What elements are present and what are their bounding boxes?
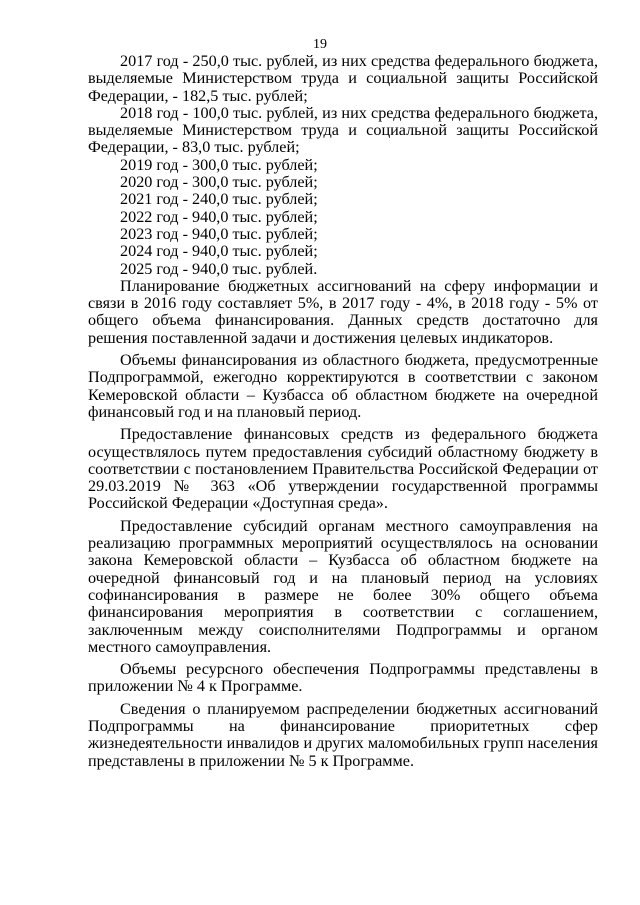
line-2019-funding: 2019 год - 300,0 тыс. рублей; xyxy=(120,155,318,174)
line-2025-funding: 2025 год - 940,0 тыс. рублей. xyxy=(120,259,318,278)
paragraph-2018-funding: 2018 год - 100,0 тыс. рублей, из них средства федерального бюджета, выделяемые Министерством труда и социальной защиты Российской Федерации, - 83,0 тыс. рублей; xyxy=(88,103,598,157)
line-2020-funding: 2020 год - 300,0 тыс. рублей; xyxy=(120,173,318,192)
paragraph-regional-budget: Объемы финансирования из областного бюджета, предусмотренные Подпрограммой, ежегодно корректируются в соответствии с законом Кемеровской области – Кузбасса об областном бюджете на очередной финансовый год и на плановый период. xyxy=(88,351,598,421)
paragraph-budget-distribution: Сведения о планируемом распределении бюджетных ассигнований Подпрограммы на финансирование приоритетных сфер жизнедеятельности инвалидов и других маломобильных групп населения представлены в приложении № 5 к Программе. xyxy=(88,699,598,770)
paragraph-federal-budget: Предоставление финансовых средств из федерального бюджета осуществлялось путем предоставления субсидий областному бюджету в соответствии с постановлением Правительства Российской Федерации от 29.03.2019 № 363 «Об утверждении государственной программы Российской Федерации «Доступная среда». xyxy=(88,425,598,513)
paragraph-resource-provision: Объемы ресурсного обеспечения Подпрограммы представлены в приложении № 4 к Программе. xyxy=(88,660,598,696)
line-2022-funding: 2022 год - 940,0 тыс. рублей; xyxy=(120,207,318,226)
line-2024-funding: 2024 год - 940,0 тыс. рублей; xyxy=(120,242,318,261)
paragraph-info-communications-planning: Планирование бюджетных ассигнований на сферу информации и связи в 2016 году составляет 5%, в 2017 году - 4%, в 2018 году - 5% от общего объема финансирования. Данных средств достаточно для решения поставленной задачи и достижения целевых индикаторов. xyxy=(88,276,598,347)
paragraph-local-subsidies: Предоставление субсидий органам местного самоуправления на реализацию программных мероприятий осуществлялось на основании закона Кемеровской области – Кузбасса об областном бюджете на очередной финансовый год и на плановый период на условиях софинансирования в размере не более 30% общего объема финансирования мероприятия в соответствии с соглашением, заключенным между соисполнителями Подпрограммы и органом местного самоуправления. xyxy=(88,516,598,656)
paragraph-2017-funding: 2017 год - 250,0 тыс. рублей, из них средства федерального бюджета, выделяемые Министерством труда и социальной защиты Российской Федерации, - 182,5 тыс. рублей; xyxy=(88,52,598,105)
line-2023-funding: 2023 год - 940,0 тыс. рублей; xyxy=(120,224,318,243)
document-body xyxy=(88,53,598,770)
page-number: 19 xyxy=(313,37,327,52)
line-2021-funding: 2021 год - 240,0 тыс. рублей; xyxy=(120,190,318,209)
